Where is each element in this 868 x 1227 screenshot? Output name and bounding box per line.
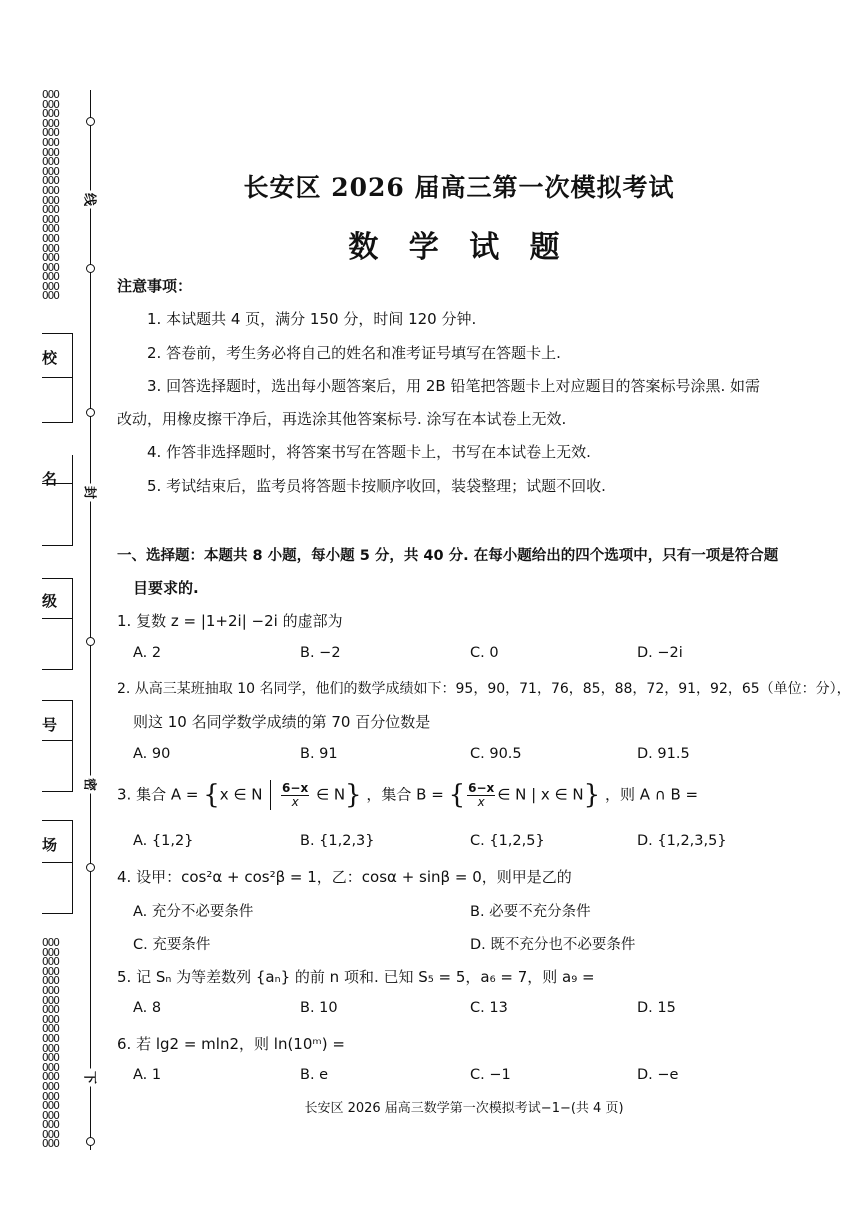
q3-option-c: C. {1,2,5} [470, 833, 545, 849]
q3-option-b: B. {1,2,3} [300, 833, 375, 849]
field-number[interactable] [42, 700, 72, 790]
field-class[interactable] [42, 578, 72, 668]
binding-ring [86, 637, 95, 646]
q1-option-b: B. −2 [300, 645, 341, 661]
q5-option-a: A. 8 [133, 1000, 162, 1016]
q5-option-d: D. 15 [637, 1000, 676, 1016]
q3-fraction [281, 782, 309, 809]
frac-denominator: x [477, 794, 485, 809]
notice-item: 2. 答卷前，考生务必将自己的姓名和准考证号填写在答题卡上. [147, 344, 561, 362]
q3-mid: ，集合 B = [366, 785, 444, 804]
notice-item: 改动，用橡皮擦干净后，再选涂其他答案标号. 涂写在本试卷上无效. [117, 410, 567, 428]
set-bar [270, 780, 271, 810]
question-5-stem: 5. 记 Sₙ 为等差数列 {aₙ} 的前 n 项和. 已知 S₅ = 5，a₆ = 7，则 a₉ = [117, 968, 595, 986]
notice-item: 4. 作答非选择题时，将答案书写在答题卡上，书写在本试卷上无效. [147, 443, 591, 461]
q3-set-a-left: x ∈ N [219, 785, 263, 804]
q3-set-b-right: ∈ N | x ∈ N [497, 785, 584, 804]
q6-option-d: D. −e [637, 1067, 679, 1083]
question-6-stem: 6. 若 lg2 = mln2，则 ln(10ᵐ) = [117, 1035, 345, 1053]
binding-label-xian: 线 [82, 191, 101, 209]
q3-fraction [467, 782, 495, 809]
subject-title: 数 学 试 题 [348, 230, 570, 265]
field-divider [42, 862, 72, 863]
notice-heading: 注意事项： [117, 277, 193, 295]
q2-option-d: D. 91.5 [637, 746, 690, 762]
q3-option-a: A. {1,2} [133, 833, 194, 849]
margin-dot-column-top: OOO OOO OOO OOO OOO OOO OOO OOO OOO OOO OOO OOO OOO OOO OOO OOO OOO OOO OOO OOO OOO OOO [42, 88, 59, 303]
notice-item: 5. 考试结束后，监考员将答题卡按顺序收回，装袋整理；试题不回收. [147, 477, 606, 495]
notice-item: 3. 回答选择题时，选出每小题答案后，用 2B 铅笔把答题卡上对应题目的答案标号涂黑. 如需 [147, 377, 760, 395]
q6-option-c: C. −1 [470, 1067, 511, 1083]
brace-open: { [448, 780, 466, 810]
field-class-label: 级 [42, 592, 58, 610]
brace-close: } [345, 780, 362, 810]
q2-option-a: A. 90 [133, 746, 171, 762]
q4-option-d: D. 既不充分也不必要条件 [470, 937, 636, 953]
q3-prefix: 3. 集合 A = [117, 785, 199, 804]
frac-numerator: 6−x [468, 780, 495, 795]
field-school-label: 校 [42, 349, 58, 367]
binding-label-xia: 下 [82, 1069, 101, 1087]
q6-option-b: B. e [300, 1067, 329, 1083]
brace-open: { [203, 780, 220, 810]
question-3-stem [117, 780, 698, 810]
field-divider [42, 618, 72, 619]
question-2-stem-cont: 则这 10 名同学数学成绩的第 70 百分位数是 [133, 713, 431, 731]
binding-ring [86, 1137, 95, 1146]
field-number-label: 号 [42, 716, 58, 734]
question-4-stem: 4. 设甲：cos²α + cos²β = 1，乙：cosα + sinβ = 0，则甲是乙的 [117, 868, 572, 886]
exam-title: 长安区 2026 届高三第一次模拟考试 [243, 173, 675, 202]
q3-set-a-right: ∈ N [315, 785, 346, 804]
q4-option-b: B. 必要不充分条件 [470, 904, 591, 920]
q2-option-c: C. 90.5 [470, 746, 522, 762]
brace-close: } [583, 780, 601, 810]
q3-post: ，则 A ∩ B = [604, 785, 699, 804]
field-name-label: 名 [42, 470, 58, 488]
binding-label-feng: 封 [82, 484, 101, 502]
q1-option-c: C. 0 [470, 645, 499, 661]
q3-option-d: D. {1,2,3,5} [637, 833, 727, 849]
field-name[interactable] [42, 455, 72, 545]
field-room[interactable] [42, 820, 72, 912]
q5-option-c: C. 13 [470, 1000, 508, 1016]
frac-denominator: x [291, 794, 299, 809]
question-1-stem: 1. 复数 z = |1+2i| −2i 的虚部为 [117, 612, 343, 630]
field-divider [42, 740, 72, 741]
section-heading-cont: 目要求的. [133, 579, 199, 597]
field-school[interactable] [42, 333, 72, 421]
question-2-stem: 2. 从高三某班抽取 10 名同学，他们的数学成绩如下：95，90，71，76，85，88，72，91，92，65（单位：分）， [117, 681, 851, 697]
q4-option-c: C. 充要条件 [133, 937, 211, 953]
q4-option-a: A. 充分不必要条件 [133, 904, 254, 920]
binding-ring [86, 863, 95, 872]
margin-dot-column-bottom: OOO OOO OOO OOO OOO OOO OOO OOO OOO OOO OOO OOO OOO OOO OOO OOO OOO OOO OOO OOO OOO OOO [42, 936, 59, 1151]
section-heading: 一、选择题：本题共 8 小题，每小题 5 分，共 40 分. 在每小题给出的四个选项中，只有一项是符合题 [117, 548, 779, 564]
binding-label-mi: 密 [82, 776, 101, 794]
binding-ring [86, 117, 95, 126]
q5-option-b: B. 10 [300, 1000, 338, 1016]
field-divider [42, 377, 72, 378]
q1-option-d: D. −2i [637, 645, 683, 661]
q1-option-a: A. 2 [133, 645, 162, 661]
page-footer: 长安区 2026 届高三数学第一次模拟考试−1−(共 4 页) [304, 1101, 624, 1116]
binding-ring [86, 408, 95, 417]
field-room-label: 场 [42, 836, 58, 854]
notice-item: 1. 本试题共 4 页，满分 150 分，时间 120 分钟. [147, 310, 477, 328]
frac-numerator: 6−x [282, 780, 309, 795]
q2-option-b: B. 91 [300, 746, 338, 762]
q6-option-a: A. 1 [133, 1067, 162, 1083]
